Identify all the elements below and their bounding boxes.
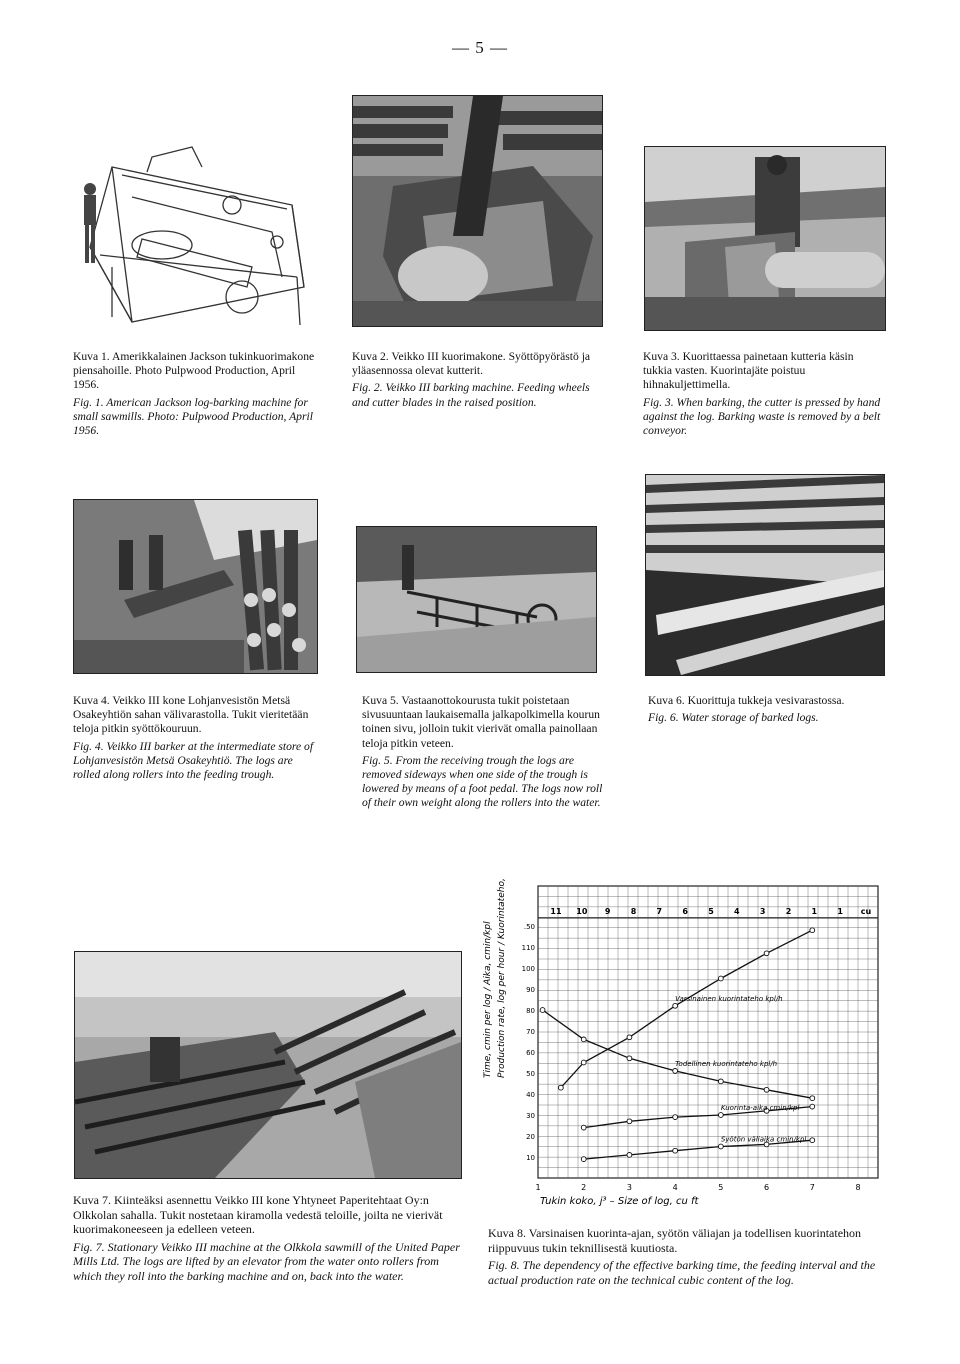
x-tick-label: 1 — [535, 1183, 541, 1192]
production-chart — [480, 878, 890, 1208]
figure-4-caption — [73, 694, 318, 782]
barking-by-hand-photo — [645, 147, 885, 330]
figure-8-caption-en: Fig. 8. The dependency of the effective barking time, the feeding interval and the actual production rate on the technical cubic content of the log. — [488, 1258, 876, 1287]
series-point-1 — [627, 1035, 632, 1040]
y-tick-label: 80 — [526, 1007, 535, 1015]
x-tick-label: 3 — [626, 1183, 632, 1192]
y-tick-label: 10 — [526, 1154, 535, 1162]
figure-6-photo — [645, 474, 885, 676]
top-axis-tick-label: 7 — [656, 907, 663, 916]
veikko-machine-photo — [353, 96, 602, 326]
series-point-2 — [764, 1087, 769, 1092]
receiving-trough-photo — [357, 527, 596, 672]
series-point-4 — [627, 1119, 632, 1124]
olkkola-sawmill-photo — [75, 952, 461, 1178]
figure-1-caption — [73, 350, 318, 438]
series-point-4 — [810, 1104, 815, 1109]
figure-8-chart — [480, 878, 890, 1208]
y-tick-label: 50 — [526, 1070, 535, 1078]
figure-4-caption-en: Fig. 4. Veikko III barker at the intermediate store of Lohjanvesistön Metsä Osakeyhtiö. The logs are rolled along rollers into the feeding trough. — [73, 739, 314, 782]
x-tick-label: 5 — [718, 1183, 724, 1192]
chart-xlabel: Tukin koko, j³ – Size of log, cu ft — [540, 1196, 699, 1207]
series-label-1: Varsinainen kuorintateho kpl/h — [675, 994, 783, 1003]
figure-6-caption-fi: Kuva 6. Kuorittuja tukkeja vesivarastossa. — [648, 694, 845, 707]
chart-grid — [538, 886, 878, 1178]
y-tick-label: 40 — [526, 1091, 535, 1099]
series-point-1 — [558, 1085, 563, 1090]
y-tick-label: 70 — [526, 1028, 535, 1036]
figure-6-caption — [648, 694, 884, 725]
figure-2-photo — [352, 95, 603, 327]
figure-5-photo — [356, 526, 597, 673]
figure-3-caption-fi: Kuva 3. Kuorittaessa painetaan kutteria käsin tukkia vasten. Kuorintajäte poistuu hihnakuljettimella. — [643, 350, 854, 392]
figure-1-illustration — [72, 127, 319, 330]
top-axis-tick-label: 4 — [734, 907, 740, 916]
y-tick-label: 90 — [526, 986, 535, 994]
chart-ylabel-right: Production rate, log per hour / Kuorintateho, kpl/h — [497, 878, 507, 1078]
figure-4-caption-fi: Kuva 4. Veikko III kone Lohjanvesistön Metsä Osakeyhtiön sahan välivarastolla. Tukit vieritetään teloja pitkin syöttökouruun. — [73, 694, 309, 736]
series-point-1 — [810, 928, 815, 933]
figure-7-photo — [74, 951, 462, 1179]
top-axis-tick-label: 10 — [576, 907, 588, 916]
x-tick-label: 4 — [672, 1183, 678, 1192]
x-tick-label: 6 — [764, 1183, 770, 1192]
series-point-2 — [810, 1096, 815, 1101]
series-label-4: Kuorinta-aika cmin/kpl — [720, 1104, 800, 1112]
figure-7-caption-en: Fig. 7. Stationary Veikko III machine at the Olkkola sawmill of the United Paper Mills Ltd. The logs are lifted by an elevator from the water onto rollers from which they roll into the barking machine and on, back into the water. — [73, 1239, 460, 1283]
figure-3-photo — [644, 146, 886, 331]
y-tick-label: 110 — [521, 944, 535, 952]
figure-8-caption-fi: Kuva 8. Varsinaisen kuorinta-ajan, syötön väliajan ja todellisen kuorintatehon riippuvuus tukin teknillisestä kuutiosta. — [488, 1226, 862, 1255]
series-point-4 — [673, 1115, 678, 1120]
top-axis-tick-label: 9 — [604, 907, 611, 916]
series-point-1 — [718, 976, 723, 981]
x-tick-label: 8 — [855, 1183, 861, 1192]
figure-2-caption-en: Fig. 2. Veikko III barking machine. Feeding wheels and cutter blades in the raised position. — [352, 381, 590, 409]
series-line-2 — [543, 1010, 813, 1098]
series-point-1 — [581, 1060, 586, 1065]
figure-3-caption — [643, 350, 885, 438]
top-axis-tick-label: cu — [860, 907, 872, 916]
top-axis-tick-label: 11 — [550, 907, 562, 916]
top-axis-tick-label: 1 — [811, 907, 818, 916]
figure-5-caption-en: Fig. 5. From the receiving trough the logs are removed sideways when one side of the trough is lowered by means of a foot pedal. The logs now roll of their own weight along the rollers into the water. — [362, 753, 603, 810]
series-label-3: Syötön väliaika cmin/kpl — [720, 1135, 807, 1144]
figure-2-caption-fi: Kuva 2. Veikko III kuorimakone. Syöttöpyörästö ja yläasennossa olevat kutterit. — [352, 350, 591, 378]
top-axis-tick-label: 1 — [837, 907, 843, 916]
figure-1-caption-en: Fig. 1. American Jackson log-barking machine for small sawmills. Photo: Pulpwood Production, April 1956. — [73, 395, 313, 438]
top-axis-tick-label: 6 — [682, 907, 688, 916]
series-point-2 — [718, 1079, 723, 1084]
log-pile-photo — [74, 500, 317, 673]
jackson-barker-drawing — [72, 127, 319, 330]
series-point-1 — [673, 1003, 678, 1008]
top-axis-tick-label: 8 — [630, 907, 637, 916]
series-point-2 — [673, 1069, 678, 1074]
top-axis-tick-label: 2 — [785, 907, 792, 916]
figure-7-caption-fi: Kuva 7. Kiinteäksi asennettu Veikko III kone Yhtyneet Paperitehtaat Oy:n Olkkolan sahalla. Tukit nostetaan kiramolla vedestä teloille, joilta ne vierivät kuorimakoneeseen ja edelleen veteen. — [73, 1193, 443, 1237]
x-tick-label: 2 — [581, 1183, 587, 1192]
water-storage-photo — [646, 475, 884, 675]
series-point-4 — [581, 1125, 586, 1130]
top-axis-tick-label: 5 — [708, 907, 714, 916]
series-point-2 — [540, 1008, 545, 1013]
figure-8-caption — [488, 1226, 884, 1287]
figure-4-photo — [73, 499, 318, 674]
series-point-2 — [581, 1037, 586, 1042]
series-point-2 — [627, 1056, 632, 1061]
x-tick-label: 7 — [809, 1183, 815, 1192]
figure-5-caption — [362, 694, 614, 811]
chart-ylabel-left: Time, cmin per log / Aika, cmin/kpl — [483, 921, 493, 1078]
chart-series — [540, 928, 815, 1162]
series-point-3 — [627, 1153, 632, 1158]
series-point-3 — [673, 1148, 678, 1153]
series-label-2: Todellinen kuorintateho kpl/h — [675, 1059, 778, 1068]
series-point-3 — [810, 1138, 815, 1143]
top-axis-tick-label: 3 — [759, 907, 766, 916]
y-tick-label: 30 — [526, 1112, 535, 1120]
figure-6-caption-en: Fig. 6. Water storage of barked logs. — [648, 711, 819, 725]
series-point-1 — [764, 951, 769, 956]
y-tick-label: .50 — [523, 923, 535, 931]
series-point-3 — [581, 1157, 586, 1162]
figure-2-caption — [352, 350, 602, 410]
figure-7-caption — [73, 1193, 461, 1284]
figure-3-caption-en: Fig. 3. When barking, the cutter is pressed by hand against the log. Barking waste is removed by a belt conveyor. — [643, 395, 881, 438]
figure-5-caption-fi: Kuva 5. Vastaanottokourusta tukit poistetaan sivusuuntaan laukaisemalla jalkapolkimella kourun toinen sivu, jolloin tukit vierivät omalla painollaan teloja pitkin veteen. — [362, 694, 600, 750]
y-tick-label: 20 — [526, 1133, 535, 1141]
figure-1-caption-fi: Kuva 1. Amerikkalainen Jackson tukinkuorimakone piensahoille. Photo Pulpwood Production, April 1956. — [73, 350, 315, 392]
series-point-3 — [718, 1144, 723, 1149]
y-tick-label: 60 — [526, 1049, 535, 1057]
y-tick-label: 100 — [521, 965, 535, 973]
page-number: — 5 — — [452, 38, 508, 57]
series-point-4 — [718, 1113, 723, 1118]
